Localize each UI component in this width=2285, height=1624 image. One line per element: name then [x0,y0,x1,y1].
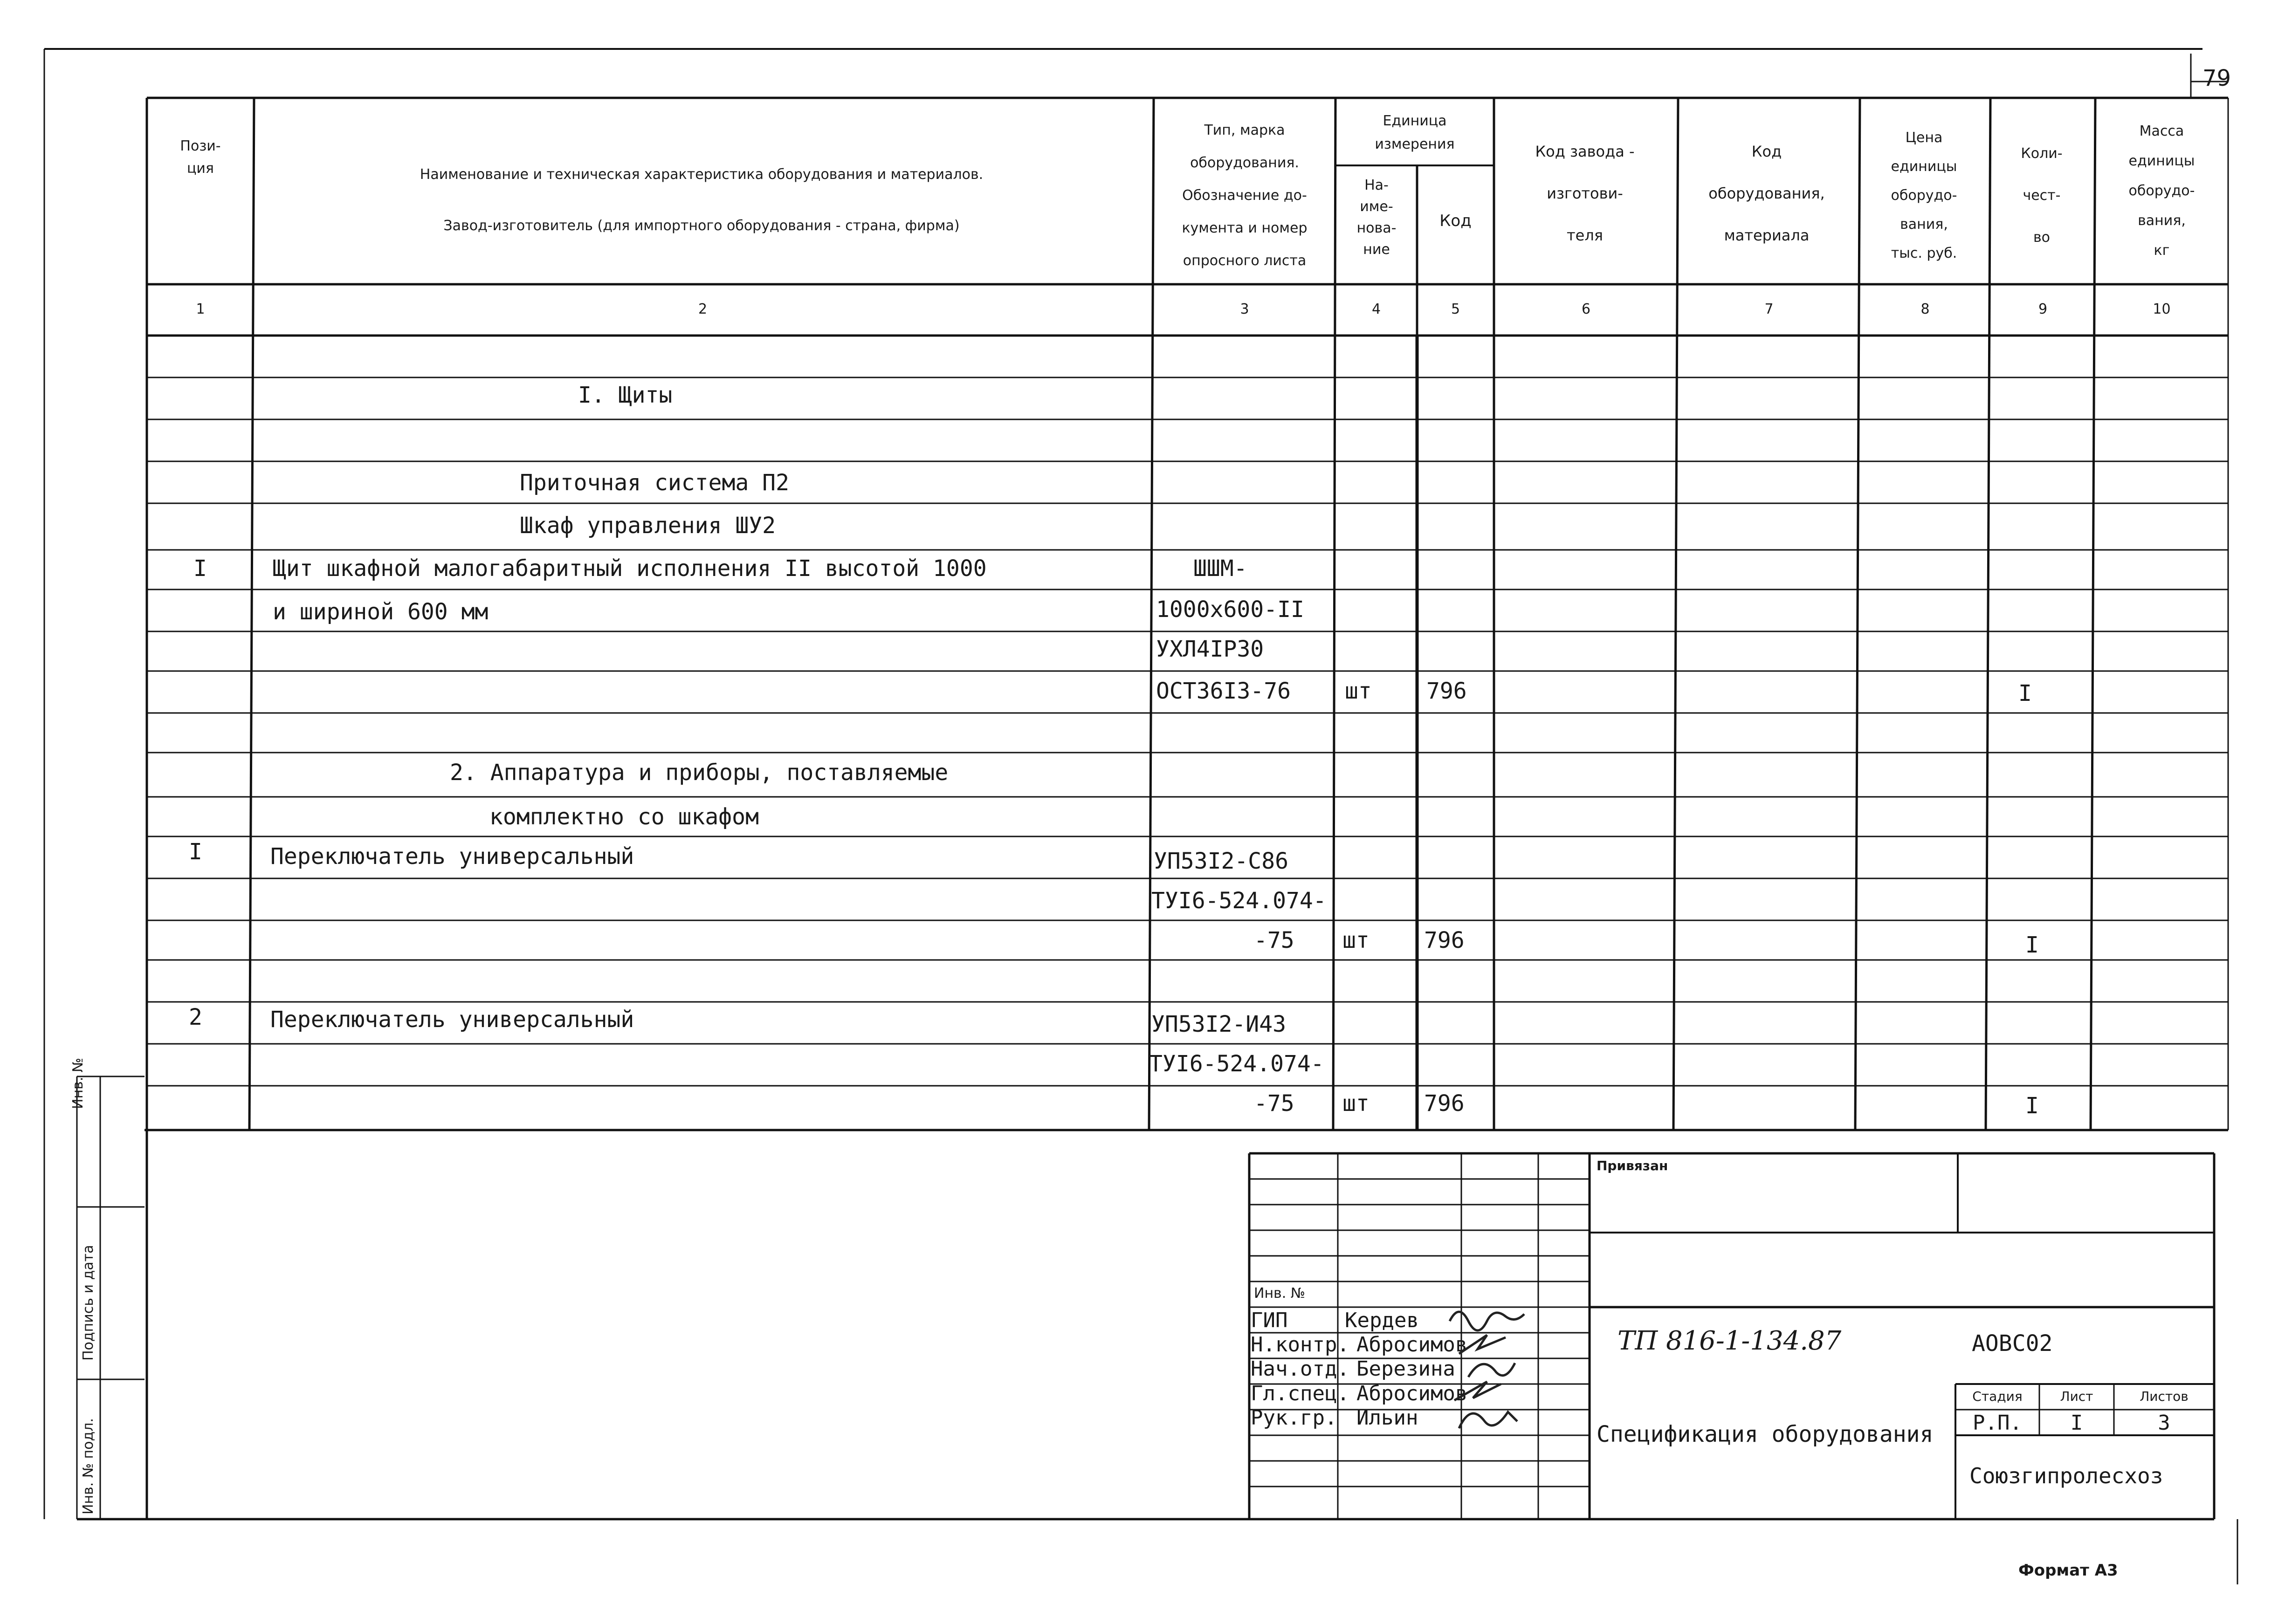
header-equipment-code-l1: Код [1751,143,1782,160]
row-type: ОСТ36I3-76 [1156,678,1291,704]
row-type: УП53I2-И43 [1151,1011,1286,1037]
row-name: и шириной 600 мм [273,599,489,625]
row-unit: шт [1342,1090,1370,1117]
header-price-l5: тыс. руб. [1891,245,1957,261]
subsection-title-system: Приточная система П2 [520,470,789,496]
section-title-devices-cont: комплектно со шкафом [489,804,759,830]
header-type-l4: кумента и номер [1182,220,1308,236]
tb-role-nkontr: Н.контр. [1251,1333,1349,1357]
col-number-6: 6 [1581,301,1591,317]
row-quantity: I [2025,1093,2039,1119]
row-unit: шт [1342,927,1370,953]
tb-name-nkontr: Абросимов [1356,1333,1468,1357]
header-unit-name-l3: нова- [1356,220,1397,236]
col-number-5: 5 [1451,301,1460,317]
header-unit-name [1337,175,1416,260]
header-name-l1: Наименование и техническая характеристика оборудования и материалов. [420,166,984,183]
header-factory-code [1496,130,1673,256]
tb-sheet-label: Лист [2060,1389,2093,1404]
subsection-title-cabinet: Шкаф управления ШУ2 [520,513,776,539]
row-type: ТУI6-524.074- [1149,1051,1324,1077]
header-unit-code: Код [1439,212,1472,230]
col-number-4: 4 [1371,301,1381,317]
col-number-9: 9 [2038,301,2048,317]
row-position: I [193,555,207,582]
col-number-1: 1 [196,301,205,317]
row-type: -75 [1254,1090,1294,1117]
header-type-l1: Тип, марка [1204,122,1285,138]
tb-sheet: I [2070,1411,2083,1435]
tb-sheets: 3 [2158,1411,2170,1435]
row-name: Щит шкафной малогабаритный исполнения II высотой 1000 [273,555,987,582]
row-unit-code: 796 [1424,927,1465,953]
row-type: 1000х600-II [1156,596,1304,623]
header-name-l2: Завод-изготовитель (для импортного оборудования - страна, фирма) [443,218,960,234]
row-position: 2 [189,1004,202,1030]
col-number-10: 10 [2153,301,2171,317]
tb-privyazan: Привязан [1597,1158,1668,1173]
header-mass-l3: оборудо- [2128,183,2195,199]
tb-role-rukgr: Рук.гр. [1251,1406,1337,1430]
section-title-shields: I. Щиты [578,382,673,408]
header-mass [2095,116,2228,266]
header-quantity-l1: Коли- [2021,145,2063,162]
signatures-image [1440,1302,1552,1438]
header-price-l3: оборудо- [1891,187,1957,204]
tb-role-nachotd: Нач.отд. [1251,1357,1349,1381]
header-price-l4: вания, [1900,216,1948,233]
header-position-l1: Пози- [180,138,221,154]
row-name: Переключатель универсальный [270,843,634,870]
tb-organization: Союзгипролесхоз [1969,1463,2163,1488]
header-factory-code-l2: изготови- [1547,185,1623,202]
header-mass-l2: единицы [2128,153,2195,169]
row-type: УХЛ4IР30 [1156,636,1264,662]
row-quantity: I [2025,932,2039,958]
header-type [1156,114,1333,277]
tb-name-nachotd: Березина [1356,1357,1455,1381]
tb-name-gip: Кердев [1345,1309,1419,1332]
row-type: ТУI6-524.074- [1151,888,1327,914]
header-equipment-code [1678,130,1855,256]
side-inv-orig: Инв. № подл. [80,1418,96,1514]
row-unit-code: 796 [1424,1090,1465,1117]
row-type: -75 [1254,927,1294,953]
side-inv-no: Инв. № [70,1057,86,1109]
header-factory-code-l1: Код завода - [1535,143,1635,160]
row-quantity: I [2018,680,2032,706]
row-unit: шт [1345,678,1372,704]
col-number-2: 2 [698,301,708,317]
header-price-l2: единицы [1891,158,1957,175]
row-unit-code: 796 [1426,678,1467,704]
header-type-l3: Обозначение до- [1182,187,1307,204]
header-name [261,149,1142,252]
row-type: УП53I2-С86 [1154,848,1288,874]
tb-stage-label: Стадия [1972,1389,2023,1404]
tb-sheets-label: Листов [2140,1389,2189,1404]
tb-inv-no: Инв. № [1254,1285,1306,1302]
header-equipment-code-l3: материала [1724,226,1810,244]
header-unit-name-l1: На- [1364,177,1389,193]
tb-name-rukgr: Ильин [1356,1406,1418,1430]
tb-role-gip: ГИП [1251,1309,1288,1332]
row-position: I [189,839,202,865]
tb-sheet-code: АОВС02 [1972,1330,2053,1357]
header-unit-name-l2: име- [1360,199,1393,215]
col-number-7: 7 [1764,301,1774,317]
header-unit-name-l4: ние [1363,241,1390,258]
header-quantity-l3: во [2033,229,2051,246]
header-price [1860,123,1988,268]
tb-role-glspec: Гл.спец. [1251,1382,1349,1405]
header-quantity-l2: чест- [2023,187,2061,204]
header-type-l5: опросного листа [1183,253,1307,269]
header-unit-group: Единица измерения [1375,113,1455,152]
format-label: Формат А3 [2018,1561,2118,1580]
header-position [149,135,252,180]
side-signature-date: Подпись и дата [80,1245,96,1361]
header-mass-l5: кг [2154,242,2170,259]
col-number-3: 3 [1240,301,1249,317]
tb-document-title: Спецификация оборудования [1597,1421,1934,1447]
row-type: ШШМ- [1193,555,1247,582]
header-mass-l1: Масса [2139,123,2184,139]
tb-doc-code: ТП 816-1-134.87 [1617,1326,1842,1356]
header-mass-l4: вания, [2138,212,2186,229]
header-type-l2: оборудования. [1190,155,1299,171]
header-position-l2: ция [187,160,214,177]
col-number-8: 8 [1920,301,1930,317]
header-quantity [1990,133,2093,259]
header-price-l1: Цена [1905,130,1943,146]
tb-stage: Р.П. [1973,1411,2022,1435]
page-number: 79 [2202,65,2231,91]
header-equipment-code-l2: оборудования, [1708,185,1825,202]
row-name: Переключатель универсальный [270,1007,634,1033]
tb-name-glspec: Абросимов [1356,1382,1468,1405]
section-title-devices: 2. Аппаратура и приборы, поставляемые [450,760,949,786]
header-factory-code-l3: теля [1566,226,1604,244]
